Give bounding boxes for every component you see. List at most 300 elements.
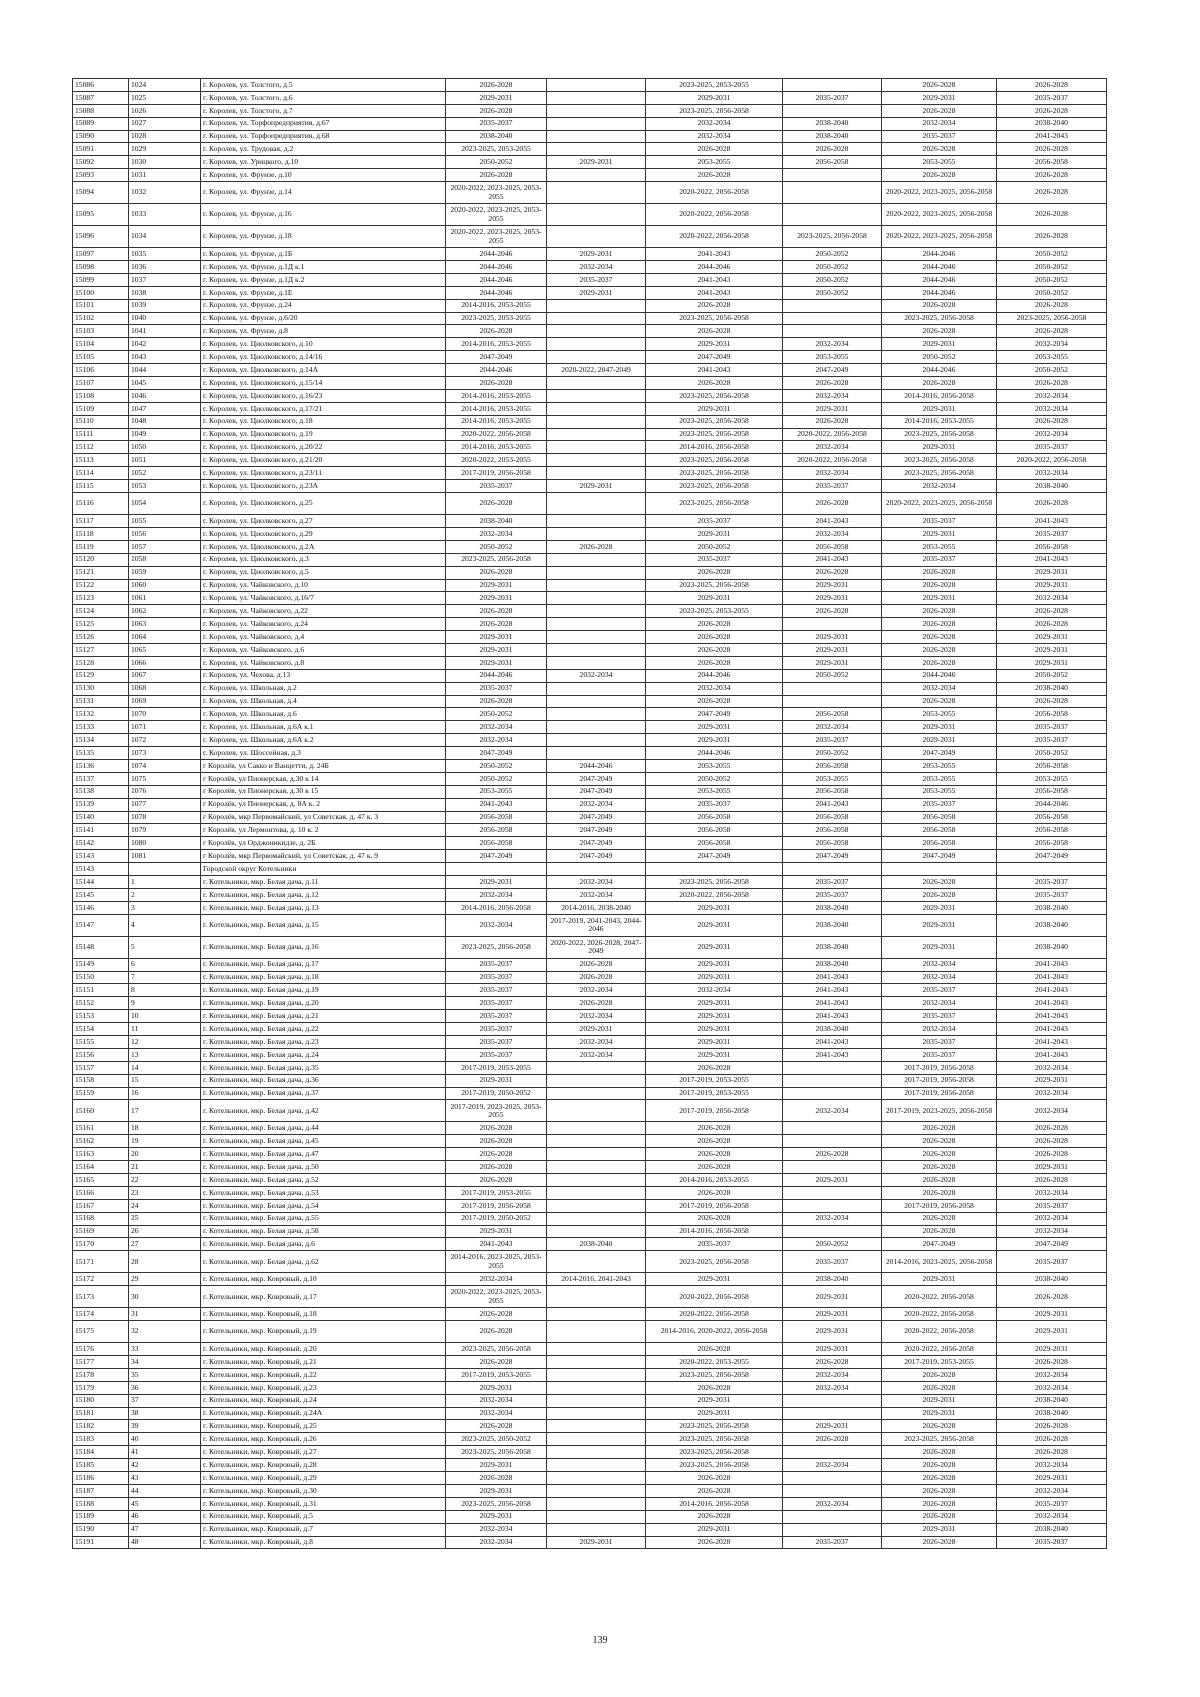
local-number-cell: 1072 (129, 734, 201, 747)
period-cell-1: 2029-2031 (446, 91, 547, 104)
period-cell-4: 2041-2043 (783, 1010, 882, 1023)
period-cell-3: 2023-2025, 2056-2058 (646, 1446, 783, 1459)
row-id-cell: 15140 (73, 811, 129, 824)
period-cell-3: 2056-2058 (646, 824, 783, 837)
period-cell-1: 2044-2046 (446, 273, 547, 286)
period-cell-2 (547, 204, 646, 226)
period-cell-2 (547, 1186, 646, 1199)
table-row (73, 480, 1107, 493)
period-cell-1: 2038-2040 (446, 130, 547, 143)
table-row (73, 1394, 1107, 1407)
period-cell-1: 2026-2028 (446, 1472, 547, 1485)
period-cell-4 (783, 1394, 882, 1407)
address-cell: г. Королев, ул. Шоссейная, д.3 (201, 747, 446, 760)
period-cell-1: 2032-2034 (446, 1394, 547, 1407)
period-cell-2: 2020-2022, 2026-2028, 2047-2049 (547, 936, 646, 958)
local-number-cell: 1058 (129, 553, 201, 566)
period-cell-3: 2026-2028 (646, 1186, 783, 1199)
period-cell-2 (547, 527, 646, 540)
document-sheet (72, 78, 1106, 1549)
period-cell-3: 2026-2028 (646, 143, 783, 156)
period-cell-1: 2056-2058 (446, 824, 547, 837)
row-id-cell: 15143 (73, 850, 129, 863)
period-cell-5: 2026-2028 (882, 1472, 997, 1485)
period-cell-2 (547, 695, 646, 708)
period-cell-4: 2029-2031 (783, 1343, 882, 1356)
period-cell-6: 2026-2028 (997, 1148, 1107, 1161)
period-cell-4: 2032-2034 (783, 1497, 882, 1510)
period-cell-6: 2032-2034 (997, 428, 1107, 441)
address-cell: г. Котельники, мкр. Белая дача, д.62 (201, 1251, 446, 1273)
period-cell-6: 2038-2040 (997, 914, 1107, 936)
table-row (73, 169, 1107, 182)
local-number-cell: 12 (129, 1036, 201, 1049)
period-cell-2 (547, 515, 646, 528)
period-cell-5: 2029-2031 (882, 1394, 997, 1407)
period-cell-3: 2035-2037 (646, 798, 783, 811)
row-id-cell: 15187 (73, 1484, 129, 1497)
address-cell: г. Королев, ул. Циолковского, д.10 (201, 338, 446, 351)
row-id-cell: 15147 (73, 914, 129, 936)
address-cell: г. Котельники, мкр. Ковровый, д.29 (201, 1472, 446, 1485)
row-id-cell: 15091 (73, 143, 129, 156)
address-cell: г. Котельники, мкр. Белая дача, д.23 (201, 1036, 446, 1049)
address-cell: г. Котельники, мкр. Белая дача, д.6 (201, 1238, 446, 1251)
period-cell-2: 2032-2034 (547, 1048, 646, 1061)
period-cell-6: 2029-2031 (997, 1161, 1107, 1174)
period-cell-1: 2029-2031 (446, 1459, 547, 1472)
period-cell-3: 2035-2037 (646, 1238, 783, 1251)
period-cell-3: 2029-2031 (646, 338, 783, 351)
period-cell-3: 2050-2052 (646, 772, 783, 785)
period-cell-3: 2041-2043 (646, 248, 783, 261)
period-cell-1: 2041-2043 (446, 1238, 547, 1251)
period-cell-6: 2026-2028 (997, 493, 1107, 515)
period-cell-4: 2038-2040 (783, 130, 882, 143)
row-id-cell: 15129 (73, 669, 129, 682)
period-cell-3: 2029-2031 (646, 734, 783, 747)
period-cell-3: 2017-2019, 2053-2055 (646, 1087, 783, 1100)
period-cell-3: 2026-2028 (646, 643, 783, 656)
period-cell-4: 2035-2037 (783, 91, 882, 104)
table-row (73, 971, 1107, 984)
period-cell-1: 2017-2019, 2023-2025, 2053-2055 (446, 1100, 547, 1122)
period-cell-6: 2026-2028 (997, 1286, 1107, 1308)
row-id-cell: 15181 (73, 1407, 129, 1420)
row-id-cell: 15118 (73, 527, 129, 540)
local-number-cell: 1064 (129, 631, 201, 644)
period-cell-5: 2014-2016, 2056-2058 (882, 389, 997, 402)
local-number-cell: 48 (129, 1536, 201, 1549)
address-cell: г. Королев, ул. Фрунзе, д.1Е (201, 286, 446, 299)
row-id-cell: 15101 (73, 299, 129, 312)
period-cell-2 (547, 1420, 646, 1433)
period-cell-3: 2026-2028 (646, 1343, 783, 1356)
period-cell-2 (547, 325, 646, 338)
period-cell-5: 2035-2037 (882, 553, 997, 566)
row-id-cell: 15106 (73, 364, 129, 377)
table-row (73, 708, 1107, 721)
table-row (73, 493, 1107, 515)
period-cell-1: 2032-2034 (446, 1536, 547, 1549)
period-cell-2 (547, 493, 646, 515)
local-number-cell: 23 (129, 1186, 201, 1199)
table-row (73, 914, 1107, 936)
period-cell-6: 2041-2043 (997, 130, 1107, 143)
period-cell-2 (547, 1199, 646, 1212)
period-cell-5: 2020-2022, 2056-2058 (882, 1286, 997, 1308)
period-cell-2 (547, 312, 646, 325)
local-number-cell: 2 (129, 888, 201, 901)
period-cell-3: 2026-2028 (646, 325, 783, 338)
address-cell: г. Королев, ул. Школьная, д.2 (201, 682, 446, 695)
period-cell-5: 2032-2034 (882, 682, 997, 695)
period-cell-1: 2047-2049 (446, 850, 547, 863)
row-id-cell: 15108 (73, 389, 129, 402)
address-cell: г. Котельники, мкр. Ковровый, д.17 (201, 1286, 446, 1308)
period-cell-6: 2032-2034 (997, 592, 1107, 605)
period-cell-6: 2035-2037 (997, 721, 1107, 734)
period-cell-4 (783, 695, 882, 708)
row-id-cell: 15153 (73, 1010, 129, 1023)
period-cell-6: 2050-2052 (997, 273, 1107, 286)
period-cell-2: 2014-2016, 2038-2040 (547, 901, 646, 914)
period-cell-1: 2020-2022, 2023-2025, 2053-2055 (446, 226, 547, 248)
table-row (73, 1061, 1107, 1074)
period-cell-1: 2017-2019, 2056-2058 (446, 467, 547, 480)
period-cell-1: 2029-2031 (446, 631, 547, 644)
period-cell-4 (783, 1122, 882, 1135)
period-cell-5: 2050-2052 (882, 351, 997, 364)
period-cell-2 (547, 863, 646, 876)
period-cell-6: 2041-2043 (997, 553, 1107, 566)
local-number-cell: 1046 (129, 389, 201, 402)
period-cell-4: 2050-2052 (783, 669, 882, 682)
period-cell-1: 2050-2052 (446, 708, 547, 721)
period-cell-5: 2020-2022, 2056-2058 (882, 1321, 997, 1343)
table-row (73, 936, 1107, 958)
row-id-cell: 15087 (73, 91, 129, 104)
row-id-cell: 15145 (73, 888, 129, 901)
period-cell-4: 2029-2031 (783, 592, 882, 605)
period-cell-2 (547, 402, 646, 415)
period-cell-6: 2041-2043 (997, 1036, 1107, 1049)
table-row (73, 1286, 1107, 1308)
row-id-cell: 15177 (73, 1356, 129, 1369)
table-row (73, 863, 1107, 876)
table-row (73, 338, 1107, 351)
period-cell-5: 2026-2028 (882, 875, 997, 888)
period-cell-6: 2026-2028 (997, 299, 1107, 312)
table-row (73, 1536, 1107, 1549)
period-cell-5: 2026-2028 (882, 325, 997, 338)
period-cell-1: 2050-2052 (446, 759, 547, 772)
period-cell-6: 2035-2037 (997, 1497, 1107, 1510)
row-id-cell: 15172 (73, 1273, 129, 1286)
table-row (73, 312, 1107, 325)
local-number-cell: 32 (129, 1321, 201, 1343)
period-cell-1: 2029-2031 (446, 1510, 547, 1523)
period-cell-2 (547, 592, 646, 605)
table-row (73, 811, 1107, 824)
period-cell-1: 2029-2031 (446, 875, 547, 888)
local-number-cell: 1080 (129, 837, 201, 850)
period-cell-6: 2032-2034 (997, 1484, 1107, 1497)
table-row (73, 984, 1107, 997)
period-cell-6: 2056-2058 (997, 759, 1107, 772)
table-row (73, 204, 1107, 226)
period-cell-2 (547, 117, 646, 130)
period-cell-5: 2026-2028 (882, 299, 997, 312)
period-cell-1: 2050-2052 (446, 156, 547, 169)
address-cell: г. Королев, ул. Циолковского, д.18 (201, 415, 446, 428)
period-cell-1: 2035-2037 (446, 997, 547, 1010)
address-cell: г. Котельники, мкр. Белая дача, д.19 (201, 984, 446, 997)
local-number-cell: 22 (129, 1174, 201, 1187)
period-cell-5: 2044-2046 (882, 273, 997, 286)
period-cell-6: 2044-2046 (997, 798, 1107, 811)
period-cell-5: 2044-2046 (882, 364, 997, 377)
period-cell-6: 2026-2028 (997, 182, 1107, 204)
address-cell: г. Котельники, мкр. Ковровый, д.20 (201, 1343, 446, 1356)
local-number-cell: 34 (129, 1356, 201, 1369)
row-id-cell: 15155 (73, 1036, 129, 1049)
row-id-cell: 15105 (73, 351, 129, 364)
local-number-cell: 1047 (129, 402, 201, 415)
address-cell: г. Котельники, мкр. Белая дача, д.54 (201, 1199, 446, 1212)
period-cell-1: 2029-2031 (446, 656, 547, 669)
row-id-cell: 15116 (73, 493, 129, 515)
period-cell-1: 2026-2028 (446, 695, 547, 708)
local-number-cell: 1070 (129, 708, 201, 721)
period-cell-1 (446, 863, 547, 876)
period-cell-1: 2014-2016, 2053-2055 (446, 402, 547, 415)
period-cell-4 (783, 1087, 882, 1100)
table-row (73, 226, 1107, 248)
table-row (73, 850, 1107, 863)
period-cell-2: 2032-2034 (547, 888, 646, 901)
period-cell-3: 2053-2055 (646, 785, 783, 798)
local-number-cell: 1043 (129, 351, 201, 364)
row-id-cell: 15159 (73, 1087, 129, 1100)
period-cell-5: 2029-2031 (882, 1273, 997, 1286)
local-number-cell: 20 (129, 1148, 201, 1161)
period-cell-6: 2029-2031 (997, 566, 1107, 579)
local-number-cell: 28 (129, 1251, 201, 1273)
address-cell: г. Котельники, мкр. Белая дача, д.17 (201, 958, 446, 971)
local-number-cell: 1060 (129, 579, 201, 592)
period-cell-6: 2050-2052 (997, 248, 1107, 261)
period-cell-1: 2023-2025, 2056-2058 (446, 553, 547, 566)
period-cell-1: 2035-2037 (446, 984, 547, 997)
period-cell-2 (547, 1523, 646, 1536)
period-cell-2 (547, 682, 646, 695)
period-cell-1: 2026-2028 (446, 1420, 547, 1433)
address-cell: г. Котельники, мкр. Ковровый, д.18 (201, 1308, 446, 1321)
table-row (73, 527, 1107, 540)
address-cell: г. Королев, ул. Чайковского, д.4 (201, 631, 446, 644)
period-cell-1: 2050-2052 (446, 772, 547, 785)
period-cell-4: 2020-2022, 2056-2058 (783, 428, 882, 441)
address-cell: г. Королев, ул. Фрунзе, д.1Б (201, 248, 446, 261)
period-cell-1: 2023-2025, 2056-2058 (446, 1497, 547, 1510)
period-cell-3: 2029-2031 (646, 1523, 783, 1536)
period-cell-5: 2026-2028 (882, 579, 997, 592)
address-cell: г. Королев, ул. Чайковского, д.6 (201, 643, 446, 656)
row-id-cell: 15095 (73, 204, 129, 226)
local-number-cell: 1081 (129, 850, 201, 863)
period-cell-6: 2026-2028 (997, 1446, 1107, 1459)
row-id-cell: 15127 (73, 643, 129, 656)
period-cell-5: 2026-2028 (882, 888, 997, 901)
period-cell-5: 2026-2028 (882, 695, 997, 708)
period-cell-5: 2026-2028 (882, 1135, 997, 1148)
period-cell-1: 2020-2022, 2053-2055 (446, 454, 547, 467)
period-cell-3: 2053-2055 (646, 156, 783, 169)
period-cell-2: 2029-2031 (547, 1023, 646, 1036)
period-cell-2 (547, 656, 646, 669)
period-cell-6: 2035-2037 (997, 527, 1107, 540)
period-cell-1: 2038-2040 (446, 515, 547, 528)
local-number-cell: 36 (129, 1381, 201, 1394)
period-cell-2 (547, 299, 646, 312)
period-cell-3: 2023-2025, 2056-2058 (646, 1433, 783, 1446)
period-cell-4: 2029-2031 (783, 1174, 882, 1187)
period-cell-2 (547, 1510, 646, 1523)
period-cell-1: 2044-2046 (446, 286, 547, 299)
period-cell-6: 2029-2031 (997, 1321, 1107, 1343)
table-row (73, 79, 1107, 92)
period-cell-5: 2032-2034 (882, 997, 997, 1010)
address-cell: г. Котельники, мкр. Белая дача, д.42 (201, 1100, 446, 1122)
period-cell-6: 2047-2049 (997, 850, 1107, 863)
period-cell-2 (547, 1308, 646, 1321)
table-row (73, 248, 1107, 261)
period-cell-1: 2014-2016, 2056-2058 (446, 901, 547, 914)
table-row (73, 837, 1107, 850)
address-cell: г. Королев, ул. Фрунзе, д.1Д к.2 (201, 273, 446, 286)
row-id-cell: 15094 (73, 182, 129, 204)
period-cell-4 (783, 1161, 882, 1174)
period-cell-6: 2032-2034 (997, 1510, 1107, 1523)
local-number-cell: 43 (129, 1472, 201, 1485)
local-number-cell: 38 (129, 1407, 201, 1420)
address-cell: г. Королев, ул. Чехова, д.13 (201, 669, 446, 682)
period-cell-6: 2032-2034 (997, 1212, 1107, 1225)
local-number-cell: 30 (129, 1286, 201, 1308)
local-number-cell: 1040 (129, 312, 201, 325)
period-cell-3: 2041-2043 (646, 286, 783, 299)
period-cell-3: 2029-2031 (646, 958, 783, 971)
address-cell: г. Королев, ул. Циолковского, д.25 (201, 493, 446, 515)
period-cell-2: 2029-2031 (547, 480, 646, 493)
period-cell-2: 2035-2037 (547, 273, 646, 286)
period-cell-6 (997, 863, 1107, 876)
row-id-cell: 15151 (73, 984, 129, 997)
period-cell-2 (547, 1148, 646, 1161)
period-cell-3: 2020-2022, 2053-2055 (646, 1356, 783, 1369)
period-cell-3: 2029-2031 (646, 1407, 783, 1420)
period-cell-2: 2038-2040 (547, 1238, 646, 1251)
table-row (73, 1510, 1107, 1523)
address-cell: г. Королев, ул. Чайковского, д.22 (201, 605, 446, 618)
period-cell-5: 2053-2055 (882, 156, 997, 169)
address-cell: г. Котельники, мкр. Ковровый, д.8 (201, 1536, 446, 1549)
table-row (73, 351, 1107, 364)
period-cell-6: 2032-2034 (997, 402, 1107, 415)
period-cell-6: 2026-2028 (997, 1433, 1107, 1446)
row-id-cell: 15183 (73, 1433, 129, 1446)
local-number-cell: 1069 (129, 695, 201, 708)
period-cell-5: 2032-2034 (882, 971, 997, 984)
address-cell: г. Королев, ул. Трудовая, д.2 (201, 143, 446, 156)
period-cell-6: 2032-2034 (997, 1381, 1107, 1394)
local-number-cell: 1025 (129, 91, 201, 104)
row-id-cell: 15188 (73, 1497, 129, 1510)
row-id-cell: 15148 (73, 936, 129, 958)
period-cell-1: 2035-2037 (446, 1010, 547, 1023)
table-row (73, 1472, 1107, 1485)
address-cell: г. Королев, ул. Циолковского, д.2А (201, 540, 446, 553)
table-row (73, 824, 1107, 837)
local-number-cell (129, 863, 201, 876)
period-cell-2 (547, 1122, 646, 1135)
table-row (73, 1161, 1107, 1174)
period-cell-5: 2017-2019, 2053-2055 (882, 1356, 997, 1369)
period-cell-6: 2035-2037 (997, 875, 1107, 888)
period-cell-4: 2047-2049 (783, 364, 882, 377)
period-cell-3: 2035-2037 (646, 515, 783, 528)
period-cell-6: 2038-2040 (997, 480, 1107, 493)
period-cell-3: 2047-2049 (646, 708, 783, 721)
period-cell-6: 2029-2031 (997, 1308, 1107, 1321)
local-number-cell: 1029 (129, 143, 201, 156)
period-cell-2: 2047-2049 (547, 772, 646, 785)
period-cell-6: 2050-2052 (997, 669, 1107, 682)
period-cell-4: 2029-2031 (783, 656, 882, 669)
period-cell-4: 2041-2043 (783, 798, 882, 811)
period-cell-6: 2026-2028 (997, 1174, 1107, 1187)
address-cell: г. Королев, ул. Циолковского, д.23А (201, 480, 446, 493)
period-cell-6: 2032-2034 (997, 1061, 1107, 1074)
period-cell-6: 2050-2052 (997, 261, 1107, 274)
period-cell-4: 2029-2031 (783, 631, 882, 644)
local-number-cell: 8 (129, 984, 201, 997)
period-cell-1: 2050-2052 (446, 540, 547, 553)
period-cell-5: 2056-2058 (882, 837, 997, 850)
address-cell: г. Королев, ул. Циолковского, д.5 (201, 566, 446, 579)
period-cell-5: 2026-2028 (882, 377, 997, 390)
period-cell-4: 2041-2043 (783, 1036, 882, 1049)
period-cell-5: 2053-2055 (882, 785, 997, 798)
row-id-cell: 15178 (73, 1368, 129, 1381)
table-row (73, 1523, 1107, 1536)
row-id-cell: 15156 (73, 1048, 129, 1061)
address-cell: г. Королев, ул. Циолковского, д.23/11 (201, 467, 446, 480)
table-row (73, 1420, 1107, 1433)
period-cell-1: 2026-2028 (446, 1308, 547, 1321)
address-cell: г. Котельники, мкр. Ковровый, д.25 (201, 1420, 446, 1433)
address-cell: г. Котельники, мкр. Белая дача, д.11 (201, 875, 446, 888)
address-cell: г. Королев, ул. Школьная, д.4 (201, 695, 446, 708)
period-cell-3: 2020-2022, 2056-2058 (646, 226, 783, 248)
period-cell-4: 2029-2031 (783, 1321, 882, 1343)
period-cell-2 (547, 605, 646, 618)
table-row (73, 467, 1107, 480)
row-id-cell: 15117 (73, 515, 129, 528)
period-cell-2 (547, 1433, 646, 1446)
period-cell-3 (646, 863, 783, 876)
